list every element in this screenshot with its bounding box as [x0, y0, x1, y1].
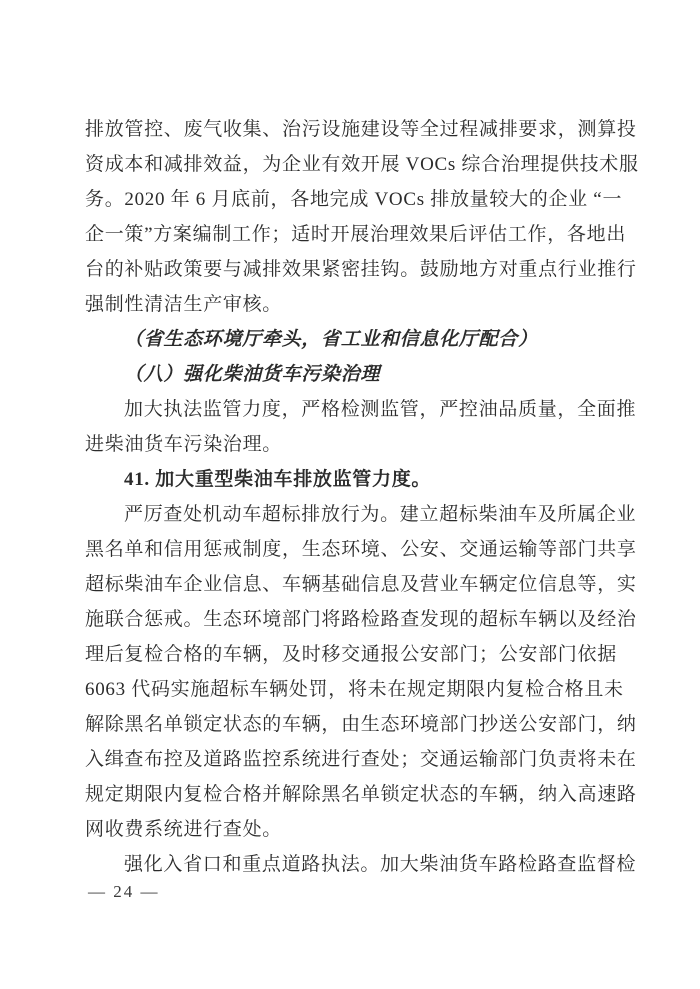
responsible-depts-note: （省生态环境厅牵头，省工业和信息化厅配合）	[124, 329, 538, 350]
text-line: 进柴油货车污染治理。	[85, 434, 283, 455]
text-line: 排放管控、废气收集、治污设施建设等全过程减排要求，测算投	[85, 119, 637, 140]
text-line: 台的补贴政策要与减排效果紧密挂钩。鼓励地方对重点行业推行	[85, 259, 637, 280]
measure-41-heading: 41. 加大重型柴油车排放监管力度。	[124, 469, 432, 490]
text-line: 资成本和减排效益，为企业有效开展 VOCs 综合治理提供技术服	[85, 154, 639, 175]
text-line: 加大执法监管力度，严格检测监管，严控油品质量，全面推	[124, 399, 637, 420]
text-line: 6063 代码实施超标车辆处罚，将未在规定期限内复检合格且未	[85, 679, 624, 700]
text-line: 企一策”方案编制工作；适时开展治理效果后评估工作，各地出	[85, 224, 627, 245]
text-line: 强化入省口和重点道路执法。加大柴油货车路检路查监督检	[124, 854, 637, 875]
page-footer	[88, 880, 160, 904]
text-line: 黑名单和信用惩戒制度，生态环境、公安、交通运输等部门共享	[85, 539, 637, 560]
text-line: 施联合惩戒。生态环境部门将路检路查发现的超标车辆以及经治	[85, 609, 637, 630]
text-line: 网收费系统进行查处。	[85, 819, 283, 840]
text-line: 理后复检合格的车辆，及时移交通报公安部门；公安部门依据	[85, 644, 617, 665]
section-heading-8: （八）强化柴油货车污染治理	[124, 364, 381, 385]
document-body	[85, 112, 639, 882]
text-line: 强制性清洁生产审核。	[85, 294, 283, 315]
text-line: 超标柴油车企业信息、车辆基础信息及营业车辆定位信息等，实	[85, 574, 637, 595]
text-line: 严厉查处机动车超标排放行为。建立超标柴油车及所属企业	[124, 504, 637, 525]
text-line: 入缉查布控及道路监控系统进行查处；交通运输部门负责将未在	[85, 749, 637, 770]
text-line: 务。2020 年 6 月底前，各地完成 VOCs 排放量较大的企业 “一	[85, 189, 623, 210]
text-line: 解除黑名单锁定状态的车辆，由生态环境部门抄送公安部门，纳	[85, 714, 637, 735]
text-line: 规定期限内复检合格并解除黑名单锁定状态的车辆，纳入高速路	[85, 784, 637, 805]
page-number: — 24 —	[88, 882, 160, 901]
